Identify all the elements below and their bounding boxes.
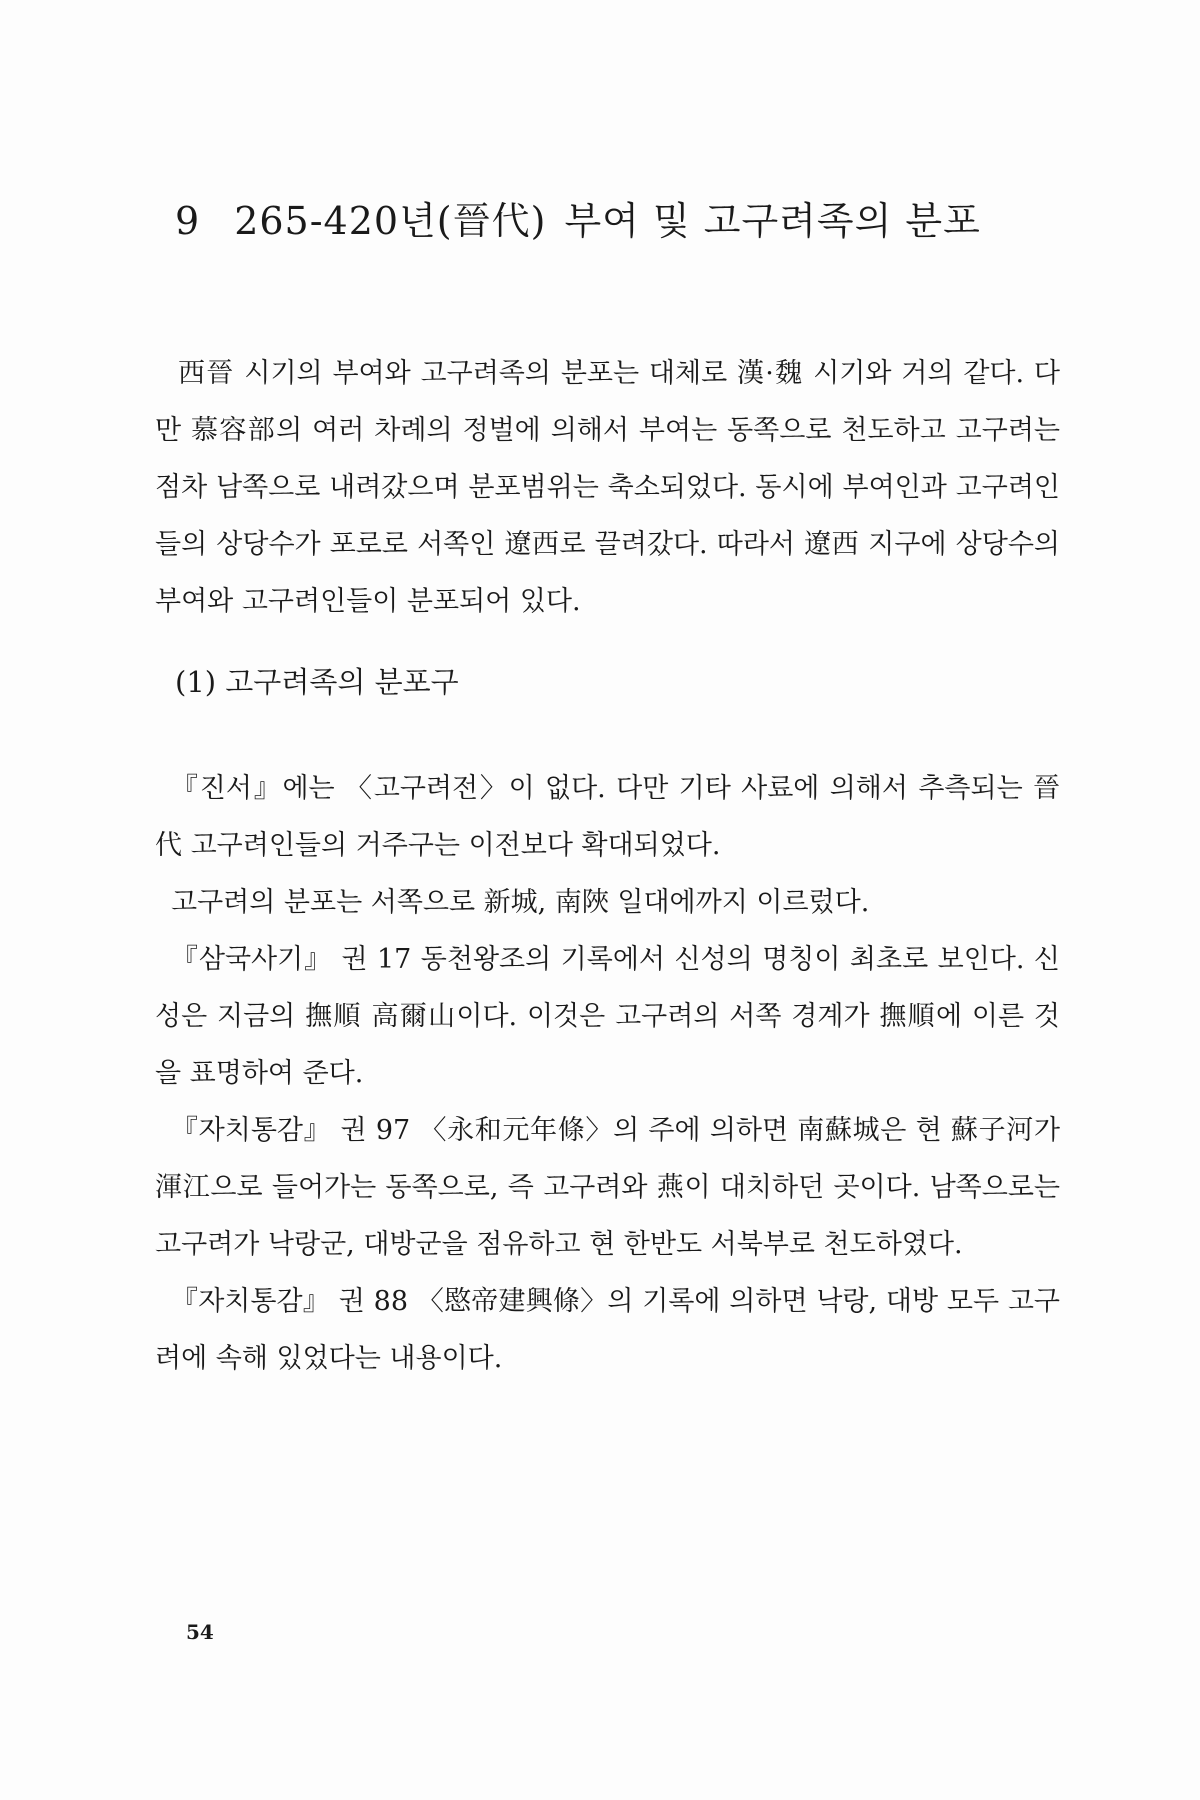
section-body	[155, 760, 1060, 1387]
section-paragraph-5: 『자치통감』 권 88 〈愍帝建興條〉의 기록에 의하면 낙랑, 대방 모두 고구려에 속해 있었다는 내용이다.	[155, 1286, 1060, 1374]
chapter-number: 9	[175, 199, 201, 243]
section-paragraph-1: 『진서』에는 〈고구려전〉이 없다. 다만 기타 사료에 의해서 추측되는 晉代 고구려인들의 거주구는 이전보다 확대되었다.	[155, 773, 1060, 861]
section-paragraph-4: 『자치통감』 권 97 〈永和元年條〉의 주에 의하면 南蘇城은 현 蘇子河가 渾江으로 들어가는 동쪽으로, 즉 고구려와 燕이 대치하던 곳이다. 남쪽으로는 고구려가 낙랑군, 대방군을 점유하고 현 한반도 서북부로 천도하였다.	[155, 1115, 1060, 1260]
section-paragraph-3: 『삼국사기』 권 17 동천왕조의 기록에서 신성의 명칭이 최초로 보인다. 신성은 지금의 撫順 高爾山이다. 이것은 고구려의 서쪽 경계가 撫順에 이른 것을 표명하여 준다.	[155, 944, 1060, 1089]
section-paragraph-2: 고구려의 분포는 서쪽으로 新城, 南陜 일대에까지 이르렀다.	[171, 887, 870, 918]
chapter-title	[175, 190, 981, 245]
chapter-title-text: 부여 및 고구려족의 분포	[564, 199, 981, 243]
intro-paragraph: 西晉 시기의 부여와 고구려족의 분포는 대체로 漢·魏 시기와 거의 같다. 다만 慕容部의 여러 차례의 정벌에 의해서 부여는 동쪽으로 천도하고 고구려는 점차 남쪽으로 내려갔으며 분포범위는 축소되었다. 동시에 부여인과 고구려인들의 상당수가 포로로 서쪽인 遼西로 끌려갔다. 따라서 遼西 지구에 상당수의 부여와 고구려인들이 분포되어 있다.	[155, 358, 1060, 617]
page-number: 54	[186, 1620, 214, 1644]
chapter-years: 265-420년(晉代)	[234, 199, 547, 243]
section-heading: (1) 고구려족의 분포구	[175, 665, 459, 699]
